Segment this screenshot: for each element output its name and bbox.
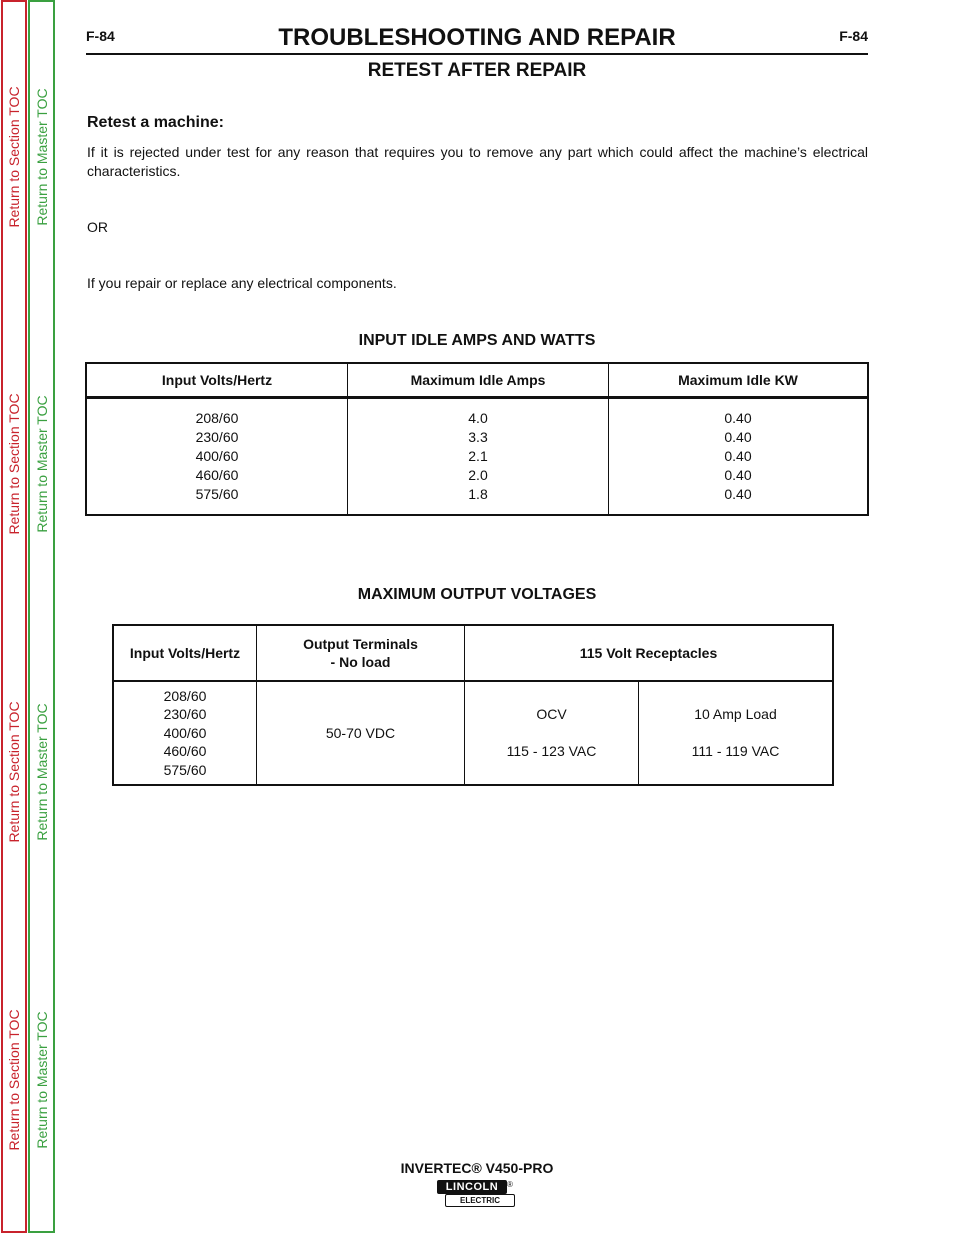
idle-kw-column: [609, 398, 869, 516]
table-cell: 1.8: [468, 486, 488, 502]
idle-header-input: Input Volts/Hertz: [86, 363, 348, 398]
output-terminals-value: 50-70 VDC: [257, 681, 465, 785]
load-label: 10 Amp Load: [694, 706, 777, 723]
output-header-terminals: [257, 625, 465, 681]
retest-paragraph-1: If it is rejected under test for any reason that requires you to remove any part which could affect the machine’s electrical characteristics.: [87, 144, 868, 179]
table-cell: 460/60: [195, 467, 239, 483]
load-cell: [639, 681, 834, 785]
table-cell: 575/60: [163, 761, 207, 778]
table-cell: 4.0: [468, 410, 488, 426]
or-text: OR: [87, 219, 108, 235]
table-cell: 2.0: [468, 467, 488, 483]
output-voltages-table: [112, 624, 834, 786]
table-cell: 0.40: [724, 410, 752, 426]
table-cell: 0.40: [724, 448, 752, 464]
header-rule: [86, 53, 868, 55]
table-cell: 575/60: [195, 486, 239, 502]
output-input-column: [113, 681, 257, 785]
return-to-section-toc-link[interactable]: Return to Section TOC: [6, 393, 22, 535]
table-cell: 0.40: [724, 429, 752, 445]
table-cell: 208/60: [195, 410, 239, 426]
retest-heading: Retest a machine:: [87, 114, 224, 131]
return-to-section-toc-link[interactable]: Return to Section TOC: [6, 1009, 22, 1151]
output-header-receptacles: 115 Volt Receptacles: [465, 625, 834, 681]
page-title: TROUBLESHOOTING AND REPAIR: [278, 24, 676, 51]
ocv-value: 115 - 123 VAC: [506, 743, 597, 760]
idle-header-kw: Maximum Idle KW: [609, 363, 869, 398]
return-to-master-toc-link[interactable]: Return to Master TOC: [33, 395, 50, 533]
return-to-section-toc-link[interactable]: Return to Section TOC: [6, 701, 22, 843]
lincoln-electric-logo: [437, 1180, 515, 1207]
table-cell: 2.1: [468, 448, 488, 464]
table-cell: 400/60: [195, 448, 239, 464]
retest-paragraph-2: If you repair or replace any electrical components.: [87, 275, 397, 291]
spacer: [465, 724, 638, 743]
idle-table-title: INPUT IDLE AMPS AND WATTS: [358, 332, 596, 349]
idle-header-amps: Maximum Idle Amps: [348, 363, 609, 398]
load-value: 111 - 119 VAC: [691, 743, 780, 760]
table-cell: 208/60: [163, 687, 207, 704]
logo-electric-text: ELECTRIC: [445, 1194, 515, 1207]
table-cell: 460/60: [163, 743, 207, 760]
footer-model-name: INVERTEC® V450-PRO: [400, 1160, 554, 1176]
logo-registered-mark: ®: [507, 1180, 513, 1189]
table-cell: 0.40: [724, 486, 752, 502]
return-to-section-toc-link[interactable]: Return to Section TOC: [6, 86, 22, 228]
idle-amps-table: [85, 362, 869, 516]
return-to-master-toc-link[interactable]: Return to Master TOC: [33, 88, 50, 226]
table-cell: 0.40: [724, 467, 752, 483]
table-cell: 230/60: [195, 429, 239, 445]
output-header-terminals-line1: Output Terminals: [303, 636, 418, 652]
return-to-master-toc-link[interactable]: Return to Master TOC: [33, 703, 50, 841]
master-toc-sidebar: [28, 0, 55, 1233]
table-cell: 400/60: [163, 724, 207, 741]
logo-lincoln-text: LINCOLN: [437, 1180, 507, 1194]
idle-amps-column: [348, 398, 609, 516]
output-header-input: Input Volts/Hertz: [113, 625, 257, 681]
ocv-cell: [465, 681, 639, 785]
idle-input-column: [86, 398, 348, 516]
spacer: [639, 724, 832, 743]
page-subtitle: RETEST AFTER REPAIR: [367, 60, 587, 81]
page-number-left: F-84: [86, 28, 115, 44]
table-cell: 230/60: [163, 706, 207, 723]
output-header-terminals-line2: - No load: [330, 654, 391, 670]
section-toc-sidebar: [1, 0, 27, 1233]
ocv-label: OCV: [536, 706, 567, 723]
output-table-title: MAXIMUM OUTPUT VOLTAGES: [357, 586, 597, 603]
table-cell: 3.3: [468, 429, 488, 445]
return-to-master-toc-link[interactable]: Return to Master TOC: [33, 1011, 50, 1149]
page-number-right: F-84: [839, 28, 868, 44]
